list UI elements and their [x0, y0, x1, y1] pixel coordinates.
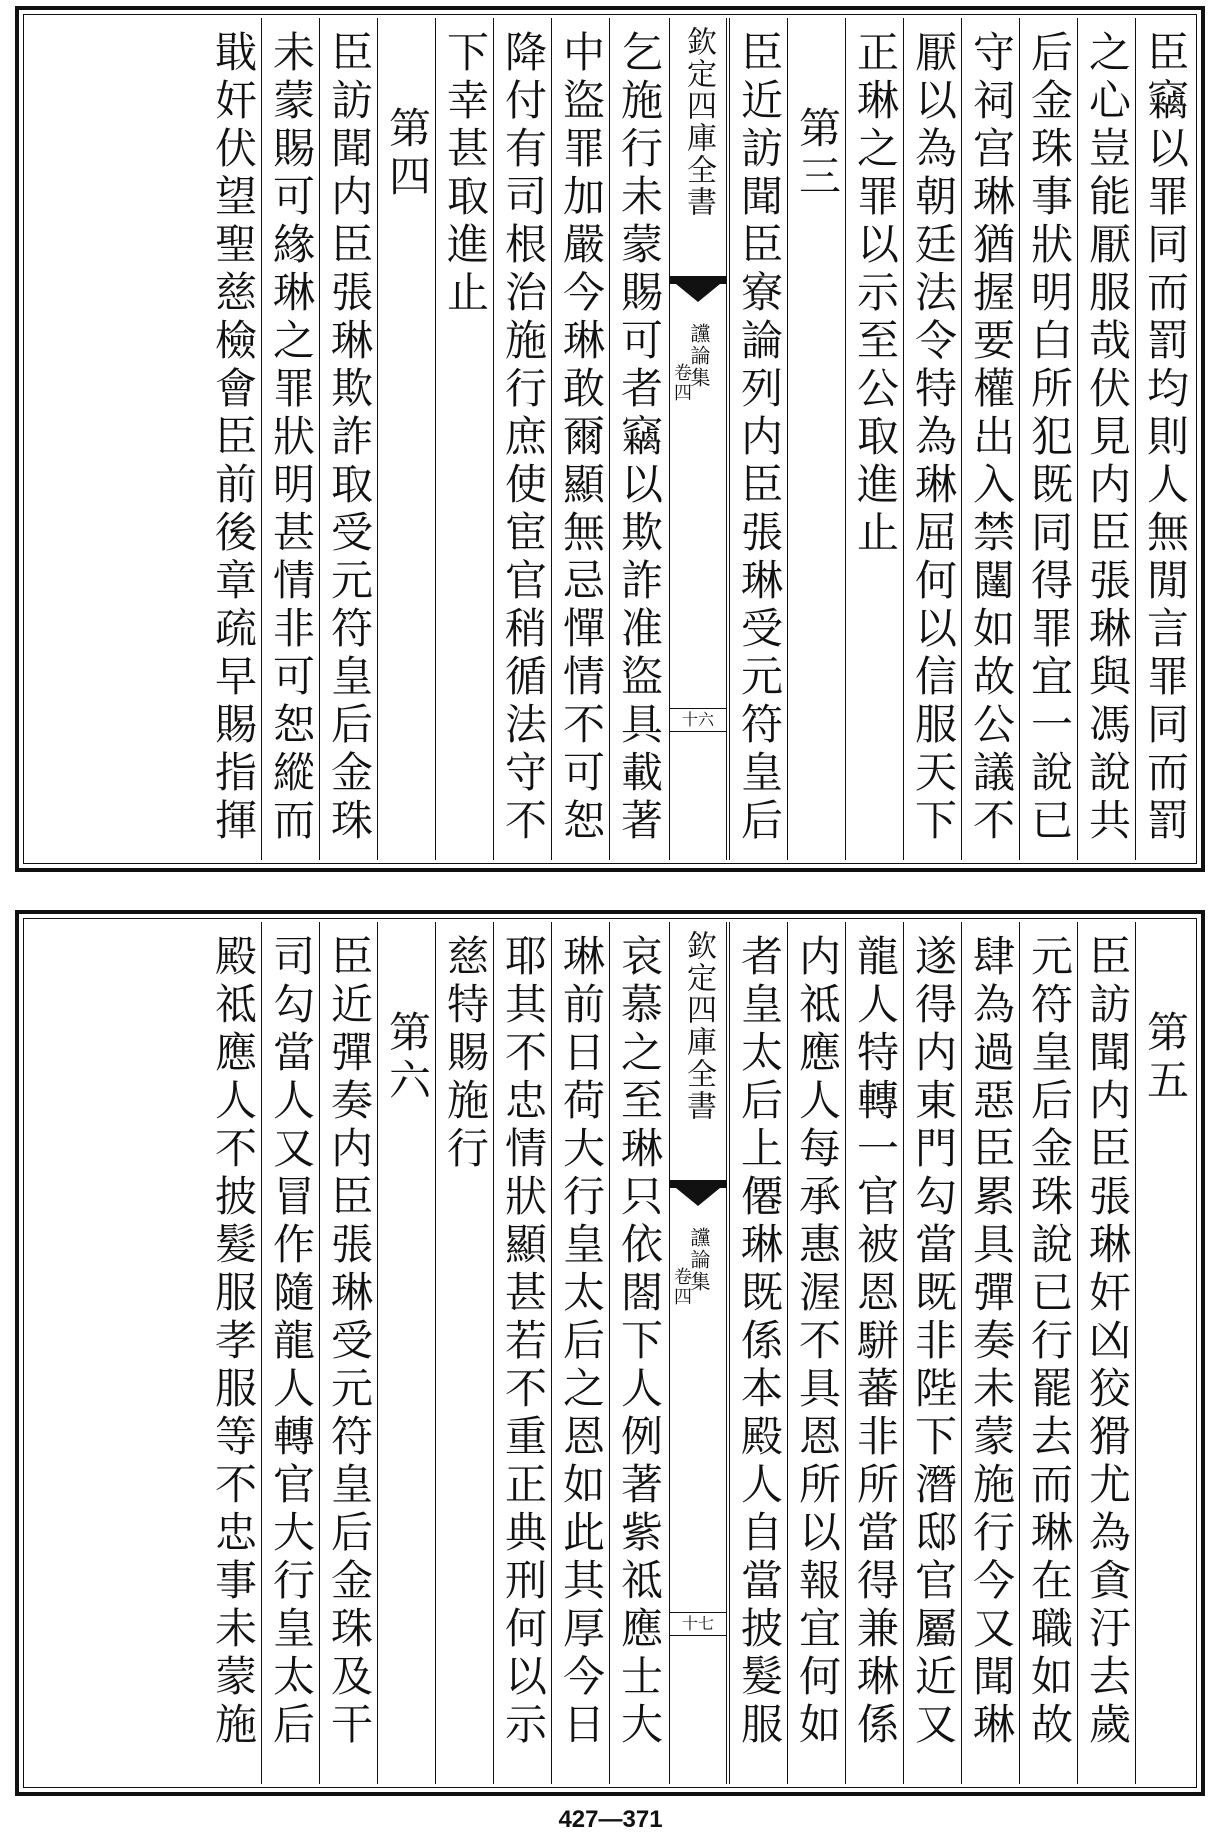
- text-column: 下幸甚取進止: [435, 18, 493, 860]
- text-column: 内祗應人每承惠渥不具恩所以報宜何如: [787, 922, 845, 1784]
- section-heading: 第三: [787, 18, 845, 860]
- text-column: 耶其不忠情狀顯甚若不重正典刑何以示: [493, 922, 551, 1784]
- library-title: 欽定四庫全書: [681, 930, 716, 1122]
- text-column: 琳前日荷大行皇太后之恩如此其厚今日: [551, 922, 609, 1784]
- page-number: 427—371: [558, 1806, 663, 1833]
- text-column: 元符皇后金珠說已行罷去而琳在職如故: [1019, 922, 1077, 1784]
- text-column: 未蒙賜可緣琳之罪狀明甚情非可恕縱而: [261, 18, 319, 860]
- text-column: 哀慕之至琳只依閤下人例著紫祗應士大: [609, 922, 667, 1784]
- juan-number: 卷四: [671, 363, 692, 403]
- text-column: 臣訪聞内臣張琳欺詐取受元符皇后金珠: [319, 18, 377, 860]
- text-column: 臣近彈奏内臣張琳受元符皇后金珠及干: [319, 922, 377, 1784]
- fish-tail-mark-icon: [670, 1180, 726, 1210]
- text-column: 慈特賜施行: [435, 922, 493, 1784]
- bottom-page-frame: [15, 910, 1205, 1796]
- section-heading: 第四: [377, 18, 435, 860]
- text-column: 后金珠事狀明白所犯既同得罪宜一說已: [1019, 18, 1077, 860]
- bottom-columns: [27, 922, 1193, 1784]
- juan-number: 卷四: [671, 1267, 692, 1307]
- text-column: 之心豈能厭服哉伏見内臣張琳與馮說共: [1077, 18, 1135, 860]
- text-column: 者皇太后上僊琳既係本殿人自當披髮服: [729, 922, 787, 1784]
- center-margin: [669, 922, 727, 1784]
- section-heading: 第五: [1135, 922, 1193, 1784]
- text-column: 正琳之罪以示至公取進止: [845, 18, 903, 860]
- text-column: 戢奸伏望聖慈檢會臣前後章疏早賜指揮: [209, 30, 258, 846]
- leaf-number: 十六: [670, 708, 726, 732]
- book-title: 讜論集: [687, 1227, 711, 1293]
- text-column: 臣近訪聞臣寮論列内臣張琳受元符皇后: [729, 18, 787, 860]
- fish-tail-mark-icon: [670, 276, 726, 306]
- leaf-number: 十七: [670, 1612, 726, 1636]
- center-margin: [669, 18, 727, 860]
- text-column: 中盜罪加嚴今琳敢爾顯無忌憚情不可恕: [551, 18, 609, 860]
- text-column: 降付有司根治施行庶使宦官稍循法守不: [493, 18, 551, 860]
- book-title: 讜論集: [687, 323, 711, 389]
- text-column: 司勾當人又冒作隨龍人轉官大行皇太后: [261, 922, 319, 1784]
- library-title: 欽定四庫全書: [681, 26, 716, 218]
- text-column: 肆為過惡臣累具彈奏未蒙施行今又聞琳: [961, 922, 1019, 1784]
- text-column: 臣訪聞内臣張琳奸凶狡猾尤為貪汙去歲: [1077, 922, 1135, 1784]
- text-column: 乞施行未蒙賜可者竊以欺詐准盜具載著: [609, 18, 667, 860]
- top-page-frame: [15, 6, 1205, 872]
- text-column: 厭以為朝廷法令特為琳屈何以信服天下: [903, 18, 961, 860]
- top-columns: [27, 18, 1193, 860]
- text-column: 遂得内東門勾當既非陛下潛邸官屬近又: [903, 922, 961, 1784]
- text-column: 龍人特轉一官被恩駢蕃非所當得兼琳係: [845, 922, 903, 1784]
- text-column: 守祠宫琳猶握要權出入禁闥如故公議不: [961, 18, 1019, 860]
- text-column: 臣竊以罪同而罰均則人無閒言罪同而罰: [1135, 18, 1193, 860]
- section-heading: 第六: [377, 922, 435, 1784]
- text-column: 殿祗應人不披髮服孝服等不忠事未蒙施: [209, 934, 258, 1750]
